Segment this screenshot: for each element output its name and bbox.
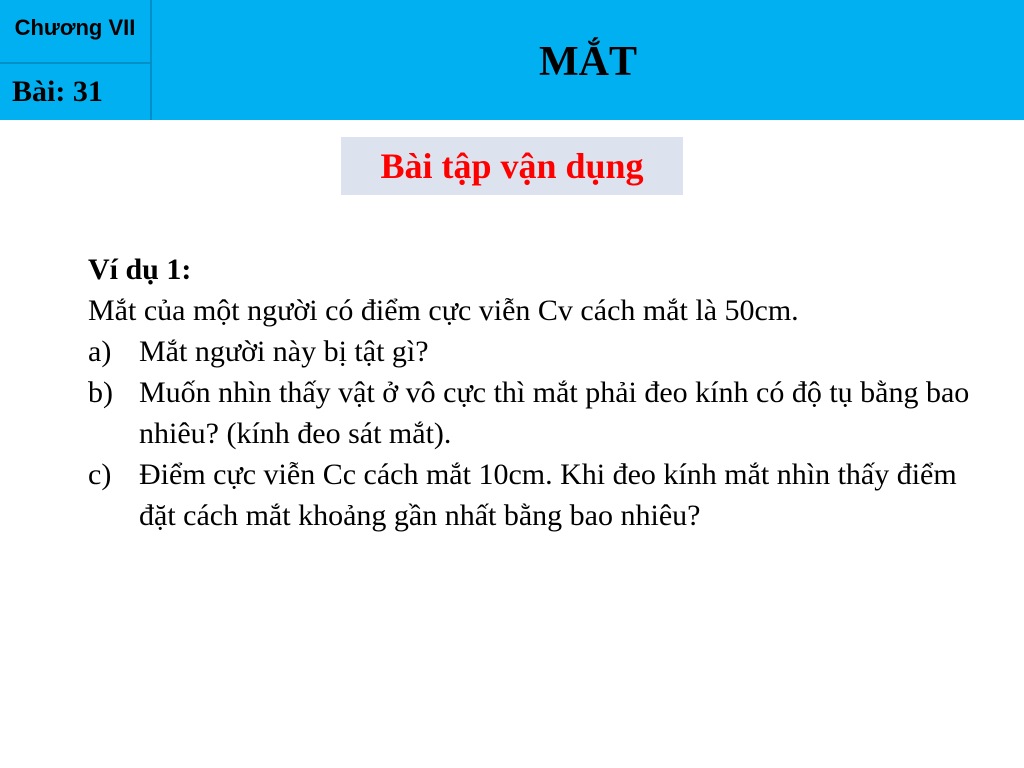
list-item-a <box>88 331 988 372</box>
chapter-label: Chương VII <box>0 0 152 64</box>
example-title: Ví dụ 1: <box>88 253 192 286</box>
list-item-text: Điểm cực viễn Cc cách mắt 10cm. Khi đeo kính mắt nhìn thấy điểm đặt cách mắt khoảng gần nhất bằng bao nhiêu? <box>139 458 957 532</box>
list-marker: a) <box>88 335 112 368</box>
list-marker: c) <box>88 458 112 491</box>
example-content <box>88 249 988 536</box>
section-title: Bài tập vận dụng <box>341 137 683 195</box>
list-item-c <box>88 454 988 536</box>
header-bar <box>0 0 1024 120</box>
page-title: MẮT <box>539 39 637 85</box>
list-item-text: Muốn nhìn thấy vật ở vô cực thì mắt phải đeo kính có độ tụ bằng bao nhiêu? (kính đeo sát mắt). <box>139 376 970 450</box>
list-item-text: Mắt người này bị tật gì? <box>139 335 429 368</box>
lesson-label: Bài: 31 <box>0 64 152 120</box>
list-item-b <box>88 372 988 454</box>
list-marker: b) <box>88 376 113 409</box>
example-statement: Mắt của một người có điểm cực viễn Cv cách mắt là 50cm. <box>88 294 799 327</box>
